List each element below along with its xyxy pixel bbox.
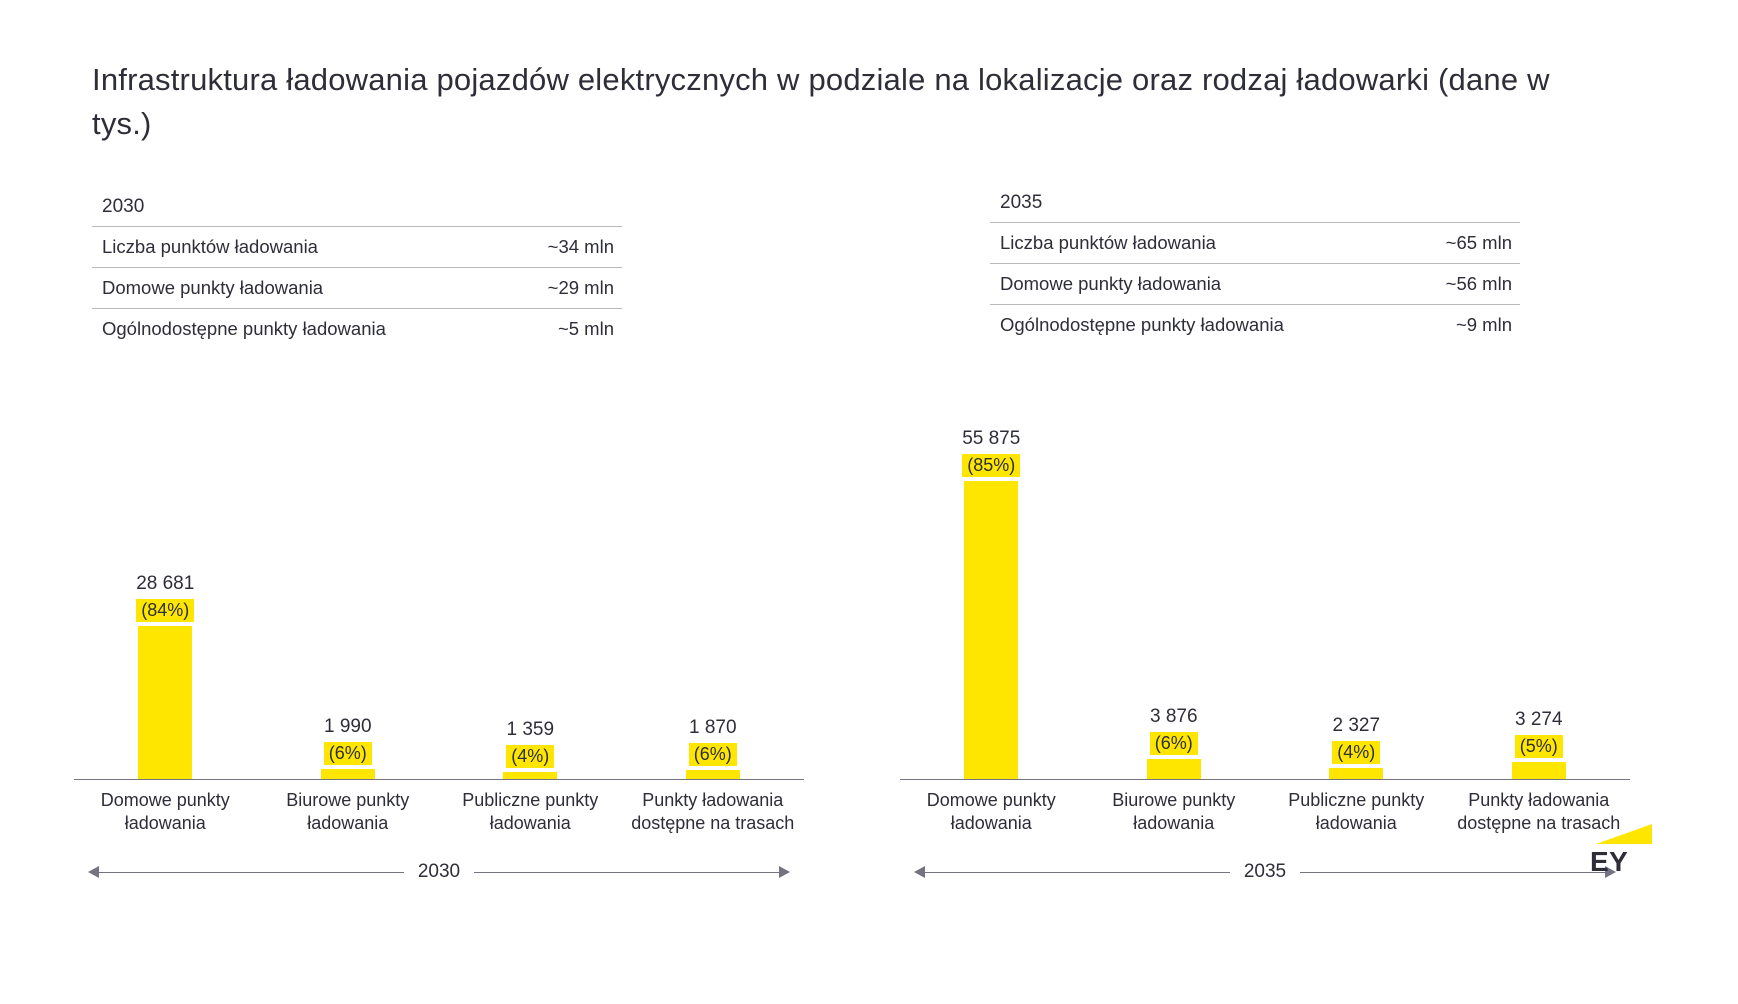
bar-value-label: 1 990 <box>323 716 372 738</box>
table-row <box>92 308 622 349</box>
bar-value-label: 55 875 <box>962 427 1021 449</box>
year-span-2030 <box>74 861 804 883</box>
bar-share-label: (6%) <box>324 742 372 765</box>
summary-year-label: 2035 <box>1000 192 1043 213</box>
bar-chart-2030 <box>74 380 804 880</box>
bar-share-label: (4%) <box>1332 741 1380 764</box>
bar <box>1512 762 1566 780</box>
row-value: ~34 mln <box>547 236 614 257</box>
bar-group <box>622 380 805 780</box>
category-labels <box>900 789 1630 835</box>
arrow-right-icon <box>779 866 790 878</box>
bar <box>964 481 1018 780</box>
bar-value-label: 3 876 <box>1149 706 1198 728</box>
bar-value-label: 2 327 <box>1332 714 1381 736</box>
row-value: ~9 mln <box>1455 314 1512 335</box>
axis-year-label: 2035 <box>1243 861 1287 882</box>
category-label: Punkty ładowania dostępne na trasach <box>1457 790 1621 833</box>
bar-share-label: (6%) <box>1150 732 1198 755</box>
row-value: ~65 mln <box>1445 232 1512 253</box>
bar-group <box>1448 380 1631 780</box>
bar-share-label: (6%) <box>689 743 737 766</box>
arrow-left-icon <box>88 866 99 878</box>
summary-table-2035 <box>990 192 1520 345</box>
category-label: Domowe punkty ładowania <box>100 790 230 833</box>
table-row <box>92 226 622 267</box>
category-label: Domowe punkty ładowania <box>926 790 1056 833</box>
ey-logo <box>1586 824 1652 878</box>
table-row <box>92 267 622 308</box>
bar-series <box>74 380 804 780</box>
row-label: Liczba punktów ładowania <box>102 236 318 257</box>
row-value: ~5 mln <box>557 318 614 339</box>
bar <box>1147 759 1201 780</box>
axis-line <box>99 872 404 873</box>
axis-year-label: 2030 <box>417 861 461 882</box>
category-label: Biurowe punkty ładowania <box>286 790 410 833</box>
row-value: ~56 mln <box>1445 273 1512 294</box>
row-label: Ogólnodostępne punkty ładowania <box>102 318 386 339</box>
bar-group <box>1265 380 1448 780</box>
table-row <box>990 304 1520 345</box>
ey-swoosh-icon <box>1596 824 1652 844</box>
row-label: Liczba punktów ładowania <box>1000 232 1216 253</box>
axis-line <box>474 872 779 873</box>
row-label: Domowe punkty ładowania <box>1000 273 1222 294</box>
bar-group <box>900 380 1083 780</box>
row-label: Domowe punkty ładowania <box>102 277 324 298</box>
bar-chart-2035 <box>900 380 1630 880</box>
axis-line <box>1300 872 1605 873</box>
bar <box>138 626 192 780</box>
bar-value-label: 1 870 <box>688 716 737 738</box>
bar-group <box>257 380 440 780</box>
row-value: ~29 mln <box>547 277 614 298</box>
category-label: Biurowe punkty ładowania <box>1112 790 1236 833</box>
bar-group <box>439 380 622 780</box>
ey-wordmark: EY <box>1590 846 1629 877</box>
bar-share-label: (84%) <box>136 599 194 622</box>
bar-group <box>74 380 257 780</box>
bar-share-label: (85%) <box>962 454 1020 477</box>
summary-table-2030 <box>92 196 622 349</box>
category-labels <box>74 789 804 835</box>
category-label: Publiczne punkty ładowania <box>1288 790 1425 833</box>
summary-year-label: 2030 <box>102 196 145 217</box>
bar-value-label: 28 681 <box>136 573 195 595</box>
category-label: Publiczne punkty ładowania <box>462 790 599 833</box>
axis-line <box>925 872 1230 873</box>
bar-share-label: (5%) <box>1515 735 1563 758</box>
bar-group <box>1083 380 1266 780</box>
page-title: Infrastruktura ładowania pojazdów elektrycznych w podziale na lokalizacje oraz rodzaj ładowarki (dane w tys.) <box>92 62 1550 141</box>
plot-area <box>900 380 1630 780</box>
x-axis-line <box>900 779 1630 780</box>
row-label: Ogólnodostępne punkty ładowania <box>1000 314 1284 335</box>
arrow-left-icon <box>914 866 925 878</box>
bar-value-label: 3 274 <box>1514 709 1563 731</box>
bar-series <box>900 380 1630 780</box>
table-row <box>990 263 1520 304</box>
year-span-2035 <box>900 861 1630 883</box>
bar-value-label: 1 359 <box>506 719 555 740</box>
x-axis-line <box>74 779 804 780</box>
plot-area <box>74 380 804 780</box>
bar-share-label: (4%) <box>506 745 554 768</box>
category-label: Punkty ładowania dostępne na trasach <box>631 790 795 833</box>
table-row <box>990 222 1520 263</box>
